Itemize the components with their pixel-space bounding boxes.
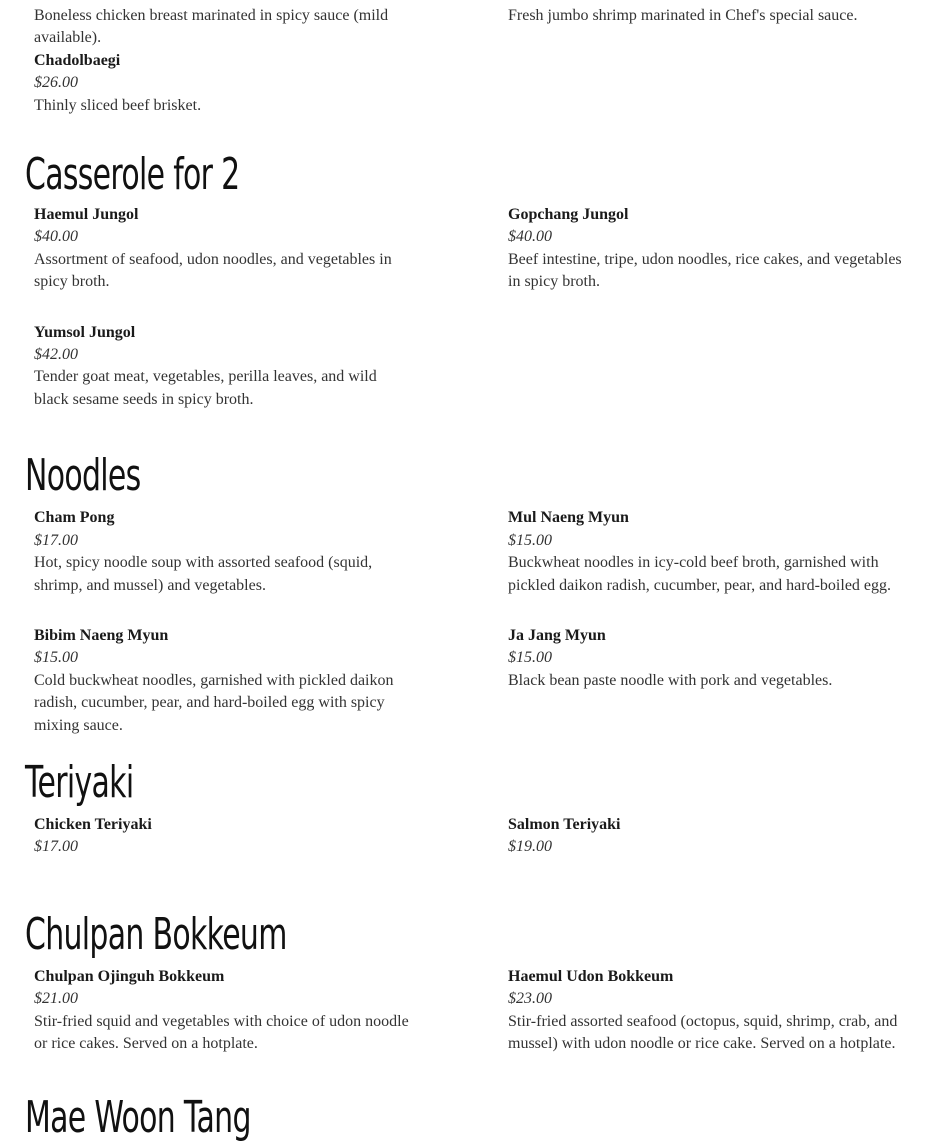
item-name: Salmon Teriyaki <box>508 815 621 833</box>
item-price: $42.00 <box>34 346 78 364</box>
item-name: Ja Jang Myun <box>508 626 606 644</box>
item-description: Buckwheat noodles in icy-cold beef broth, garnished with pickled daikon radish, cucumber, pear, and hard-boiled egg. <box>508 554 892 594</box>
menu-item <box>508 966 934 1056</box>
section-noodles <box>0 451 934 737</box>
item-description: Tender goat meat, vegetables, perilla leaves, and wild black sesame seeds in spicy broth. <box>34 368 377 408</box>
item-price: $17.00 <box>34 531 78 549</box>
item-name: Chulpan Ojinguh Bokkeum <box>34 967 225 985</box>
item-price: $26.00 <box>34 74 78 92</box>
item-price: $23.00 <box>508 990 552 1008</box>
item-description: Boneless chicken breast marinated in spicy sauce (mild available). <box>34 7 389 47</box>
section-teriyaki <box>0 758 934 859</box>
item-description: Cold buckwheat noodles, garnished with pickled daikon radish, cucumber, pear, and hard-boiled egg with spicy mixing sauce. <box>34 671 394 734</box>
section-title: Casserole for 2 <box>25 149 240 201</box>
item-description: Fresh jumbo shrimp marinated in Chef's special sauce. <box>508 7 858 24</box>
item-description: Black bean paste noodle with pork and vegetables. <box>508 671 833 689</box>
section-title: Teriyaki <box>25 756 134 808</box>
menu-item <box>508 625 934 737</box>
section-title: Noodles <box>25 450 141 502</box>
item-price: $40.00 <box>508 228 552 246</box>
item-description: Beef intestine, tripe, udon noodles, rice cakes, and vegetables in spicy broth. <box>508 250 902 291</box>
item-name: Chadolbaegi <box>34 51 121 69</box>
menu-item <box>34 966 508 1056</box>
item-name: Cham Pong <box>34 509 115 527</box>
item-price: $15.00 <box>508 649 552 667</box>
item-description: Hot, spicy noodle soup with assorted seafood (squid, shrimp, and mussel) and vegetables. <box>34 554 373 594</box>
section-mae-woon-tang <box>0 1093 934 1143</box>
section-title: Mae Woon Tang <box>25 1092 251 1144</box>
item-name: Bibim Naeng Myun <box>34 626 169 644</box>
menu-item <box>34 322 508 412</box>
menu-item <box>508 5 934 50</box>
item-price: $17.00 <box>34 838 78 856</box>
item-price: $15.00 <box>34 649 78 667</box>
item-price: $40.00 <box>34 228 78 246</box>
item-name: Gopchang Jungol <box>508 206 629 224</box>
menu-item-chadolbaegi <box>34 50 508 117</box>
item-description: Assortment of seafood, udon noodles, and vegetables in spicy broth. <box>34 250 392 291</box>
section-casserole <box>0 150 934 411</box>
item-name: Yumsol Jungol <box>34 323 136 341</box>
item-price: $21.00 <box>34 990 78 1008</box>
menu-item <box>34 814 508 859</box>
previous-section <box>0 0 934 117</box>
menu-item <box>508 204 934 294</box>
menu-item <box>34 507 508 597</box>
item-name: Haemul Jungol <box>34 206 139 224</box>
menu-item <box>34 204 508 294</box>
item-description: Stir-fried assorted seafood (octopus, squid, shrimp, crab, and mussel) with udon noodle or rice cake. Served on a hotplate. <box>508 1012 898 1052</box>
item-name: Chicken Teriyaki <box>34 815 152 833</box>
menu-item <box>508 507 934 597</box>
menu-item <box>34 5 508 50</box>
item-name: Haemul Udon Bokkeum <box>508 967 674 985</box>
section-title: Chulpan Bokkeum <box>25 908 287 960</box>
menu-item <box>34 625 508 737</box>
item-price: $15.00 <box>508 531 552 549</box>
item-price: $19.00 <box>508 838 552 856</box>
menu-item <box>508 814 934 859</box>
item-description: Thinly sliced beef brisket. <box>34 96 202 114</box>
item-description: Stir-fried squid and vegetables with choice of udon noodle or rice cakes. Served on a hotplate. <box>34 1012 409 1052</box>
section-chulpan-bokkeum <box>0 910 934 1056</box>
item-name: Mul Naeng Myun <box>508 509 629 527</box>
